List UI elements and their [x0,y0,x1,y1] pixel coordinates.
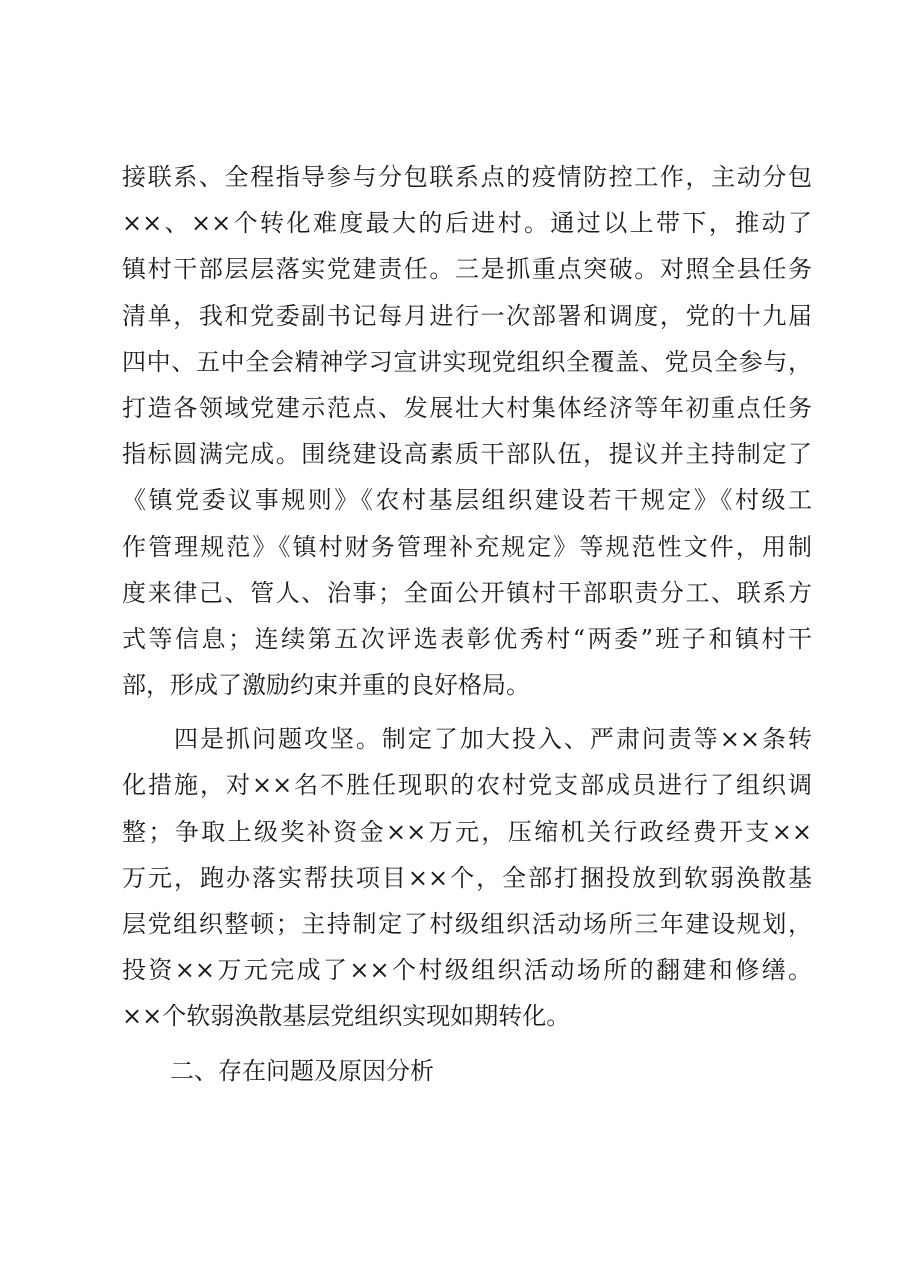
text-line: 化措施，对××名不胜任现职的农村党支部成员进行了组织调 [122,771,812,800]
text-line: 层党组织整顿；主持制定了村级组织活动场所三年建设规划， [122,910,812,938]
paragraph-problem-solving [122,716,812,1039]
document-body [122,154,812,1094]
paragraph-spacer [122,708,812,716]
text-line: 四中、五中全会精神学习宣讲实现党组织全覆盖、党员全参与， [122,347,812,376]
text-line: 接联系、全程指导参与分包联系点的疫情防控工作，主动分包 [122,163,812,191]
text-line: ××个软弱涣散基层党组织实现如期转化。 [122,1002,571,1031]
text-line: 指标圆满完成。围绕建设高素质干部队伍，提议并主持制定了 [122,440,812,469]
text-line: 度来律己、管人、治事；全面公开镇村干部职责分工、联系方 [122,578,812,607]
paragraph-spacer [122,1040,812,1048]
text-line: 整；争取上级奖补资金××万元，压缩机关行政经费开支×× [122,817,812,846]
text-line: 《镇党委议事规则》《农村基层组织建设若干规定》《村级工 [122,486,812,515]
text-line: 部，形成了激励约束并重的良好格局。 [122,671,530,700]
paragraph-party-building [122,154,812,708]
text-line: 万元，跑办落实帮扶项目××个，全部打捆投放到软弱涣散基 [122,863,812,892]
text-line: 镇村干部层层落实党建责任。三是抓重点突破。对照全县任务 [122,255,812,284]
text-line: 打造各领域党建示范点、发展壮大村集体经济等年初重点任务 [122,393,812,422]
section-heading: 二、存在问题及原因分析 [122,1056,434,1085]
text-line: 投资××万元完成了××个村级组织活动场所的翻建和修缮。 [122,956,812,985]
text-line: 作管理规范》《镇村财务管理补充规定》等规范性文件，用制 [122,532,812,561]
text-line: ××、××个转化难度最大的后进村。通过以上带下，推动了 [122,209,812,238]
text-line: 式等信息；连续第五次评选表彰优秀村“两委”班子和镇村干 [122,624,812,653]
text-line: 清单，我和党委副书记每月进行一次部署和调度，党的十九届 [122,301,812,330]
text-line: 四是抓问题攻坚。制定了加大投入、严肃问责等××条转 [122,725,812,754]
